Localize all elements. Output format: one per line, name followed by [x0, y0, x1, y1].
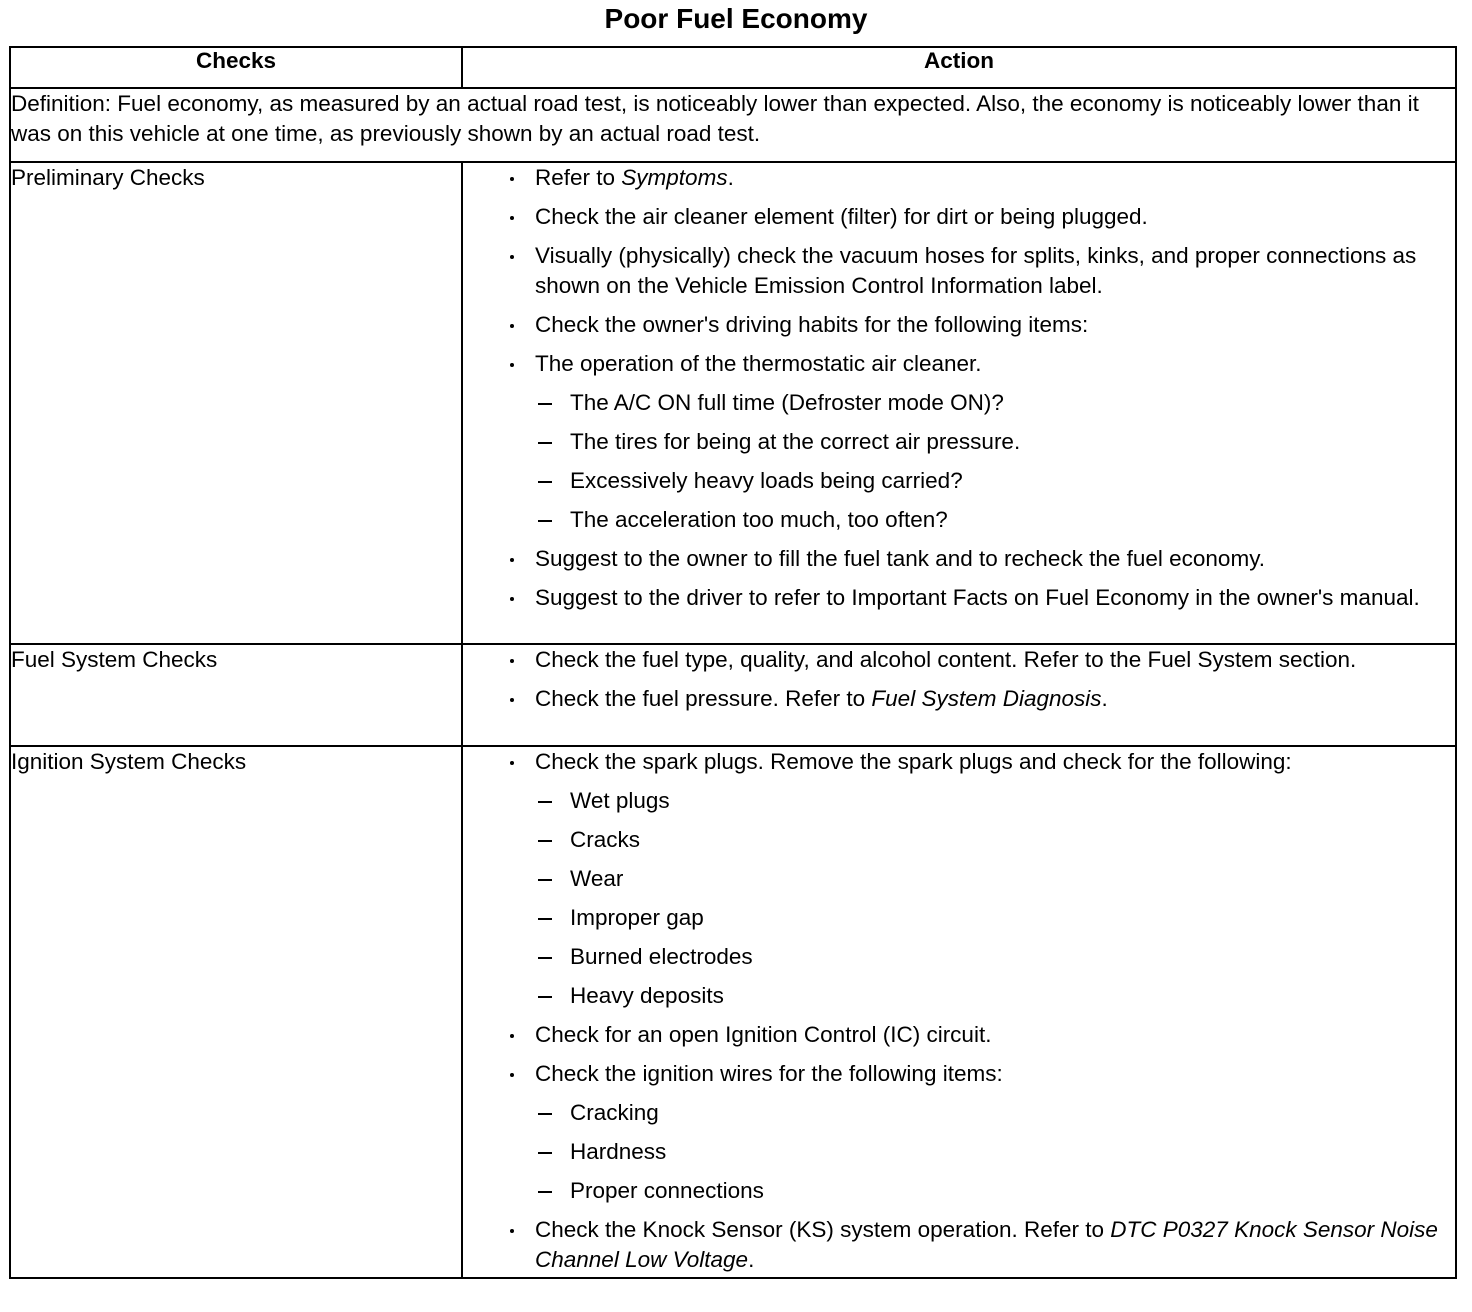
bullet-item	[463, 1020, 1455, 1050]
item-text: Suggest to the driver to refer to Important Facts on Fuel Economy in the owner's manual.	[535, 585, 1420, 610]
dash-item	[463, 786, 1455, 816]
bullet-item	[463, 684, 1455, 714]
item-text: Check the air cleaner element (filter) for dirt or being plugged.	[535, 204, 1148, 229]
dash-item	[463, 505, 1455, 535]
action-list	[463, 747, 1455, 1275]
checks-cell: Fuel System Checks	[10, 644, 462, 746]
definition-row	[10, 88, 1456, 162]
bullet-item	[463, 349, 1455, 379]
item-text: Check the owner's driving habits for the following items:	[535, 312, 1089, 337]
bullet-item	[463, 1215, 1455, 1275]
item-text: Check the ignition wires for the following items:	[535, 1061, 1003, 1086]
item-text: Check for an open Ignition Control (IC) circuit.	[535, 1022, 992, 1047]
item-text: Improper gap	[570, 905, 704, 930]
bullet-item	[463, 645, 1455, 675]
table-row	[10, 644, 1456, 746]
bullet-item	[463, 310, 1455, 340]
dash-item	[463, 942, 1455, 972]
table-row	[10, 746, 1456, 1278]
item-text: Check the fuel type, quality, and alcohol content. Refer to the Fuel System section.	[535, 647, 1357, 672]
dash-item	[463, 981, 1455, 1011]
dash-item	[463, 1137, 1455, 1167]
item-text-end: .	[748, 1247, 755, 1272]
dash-item	[463, 825, 1455, 855]
dash-item	[463, 466, 1455, 496]
bullet-item	[463, 747, 1455, 777]
table-row	[10, 162, 1456, 644]
item-text: The operation of the thermostatic air cleaner.	[535, 351, 982, 376]
item-text: Check the spark plugs. Remove the spark plugs and check for the following:	[535, 749, 1292, 774]
dash-item	[463, 864, 1455, 894]
item-text: Suggest to the owner to fill the fuel tank and to recheck the fuel economy.	[535, 546, 1266, 571]
header-action: Action	[462, 47, 1456, 88]
cross-reference: DTC P0327 Knock Sensor Noise Channel Low Voltage	[535, 1217, 1438, 1272]
bullet-item	[463, 583, 1455, 613]
item-text: Refer to	[535, 165, 622, 190]
item-text: Proper connections	[570, 1178, 764, 1203]
item-text: Check the fuel pressure. Refer to	[535, 686, 872, 711]
item-text: Check the Knock Sensor (KS) system operation. Refer to	[535, 1217, 1111, 1242]
dash-item	[463, 1098, 1455, 1128]
item-text: Cracking	[570, 1100, 659, 1125]
action-list	[463, 163, 1455, 613]
action-list	[463, 645, 1455, 714]
action-cell	[462, 162, 1456, 644]
dash-item	[463, 1176, 1455, 1206]
item-text: Wet plugs	[570, 788, 670, 813]
action-cell	[462, 746, 1456, 1278]
cross-reference: Symptoms	[621, 165, 728, 190]
bullet-item	[463, 544, 1455, 574]
checks-cell: Ignition System Checks	[10, 746, 462, 1278]
bullet-item	[463, 241, 1455, 301]
bullet-item	[463, 163, 1455, 193]
item-text: Hardness	[570, 1139, 667, 1164]
header-checks: Checks	[10, 47, 462, 88]
item-text: The tires for being at the correct air pressure.	[570, 429, 1021, 454]
action-cell	[462, 644, 1456, 746]
dash-item	[463, 427, 1455, 457]
checks-cell: Preliminary Checks	[10, 162, 462, 644]
bullet-item	[463, 1059, 1455, 1089]
cross-reference: Fuel System Diagnosis	[871, 686, 1102, 711]
item-text-end: .	[727, 165, 734, 190]
item-text: Burned electrodes	[570, 944, 753, 969]
item-text: Visually (physically) check the vacuum hoses for splits, kinks, and proper connections as shown on the Vehicle Emission Control Information label.	[535, 243, 1417, 298]
diagnostic-table	[9, 46, 1457, 1279]
header-row	[10, 47, 1456, 88]
item-text: The acceleration too much, too often?	[570, 507, 948, 532]
definition-text: Definition: Fuel economy, as measured by an actual road test, is noticeably lower than expected. Also, the economy is noticeably lower than it was on this vehicle at one time, as previously shown by an actual road test.	[10, 88, 1456, 162]
dash-item	[463, 388, 1455, 418]
item-text: Wear	[570, 866, 624, 891]
item-text: Cracks	[570, 827, 641, 852]
item-text: Excessively heavy loads being carried?	[570, 468, 963, 493]
page-title: Poor Fuel Economy	[604, 3, 868, 34]
item-text-end: .	[1101, 686, 1108, 711]
item-text: Heavy deposits	[570, 983, 724, 1008]
dash-item	[463, 903, 1455, 933]
bullet-item	[463, 202, 1455, 232]
item-text: The A/C ON full time (Defroster mode ON)?	[570, 390, 1004, 415]
